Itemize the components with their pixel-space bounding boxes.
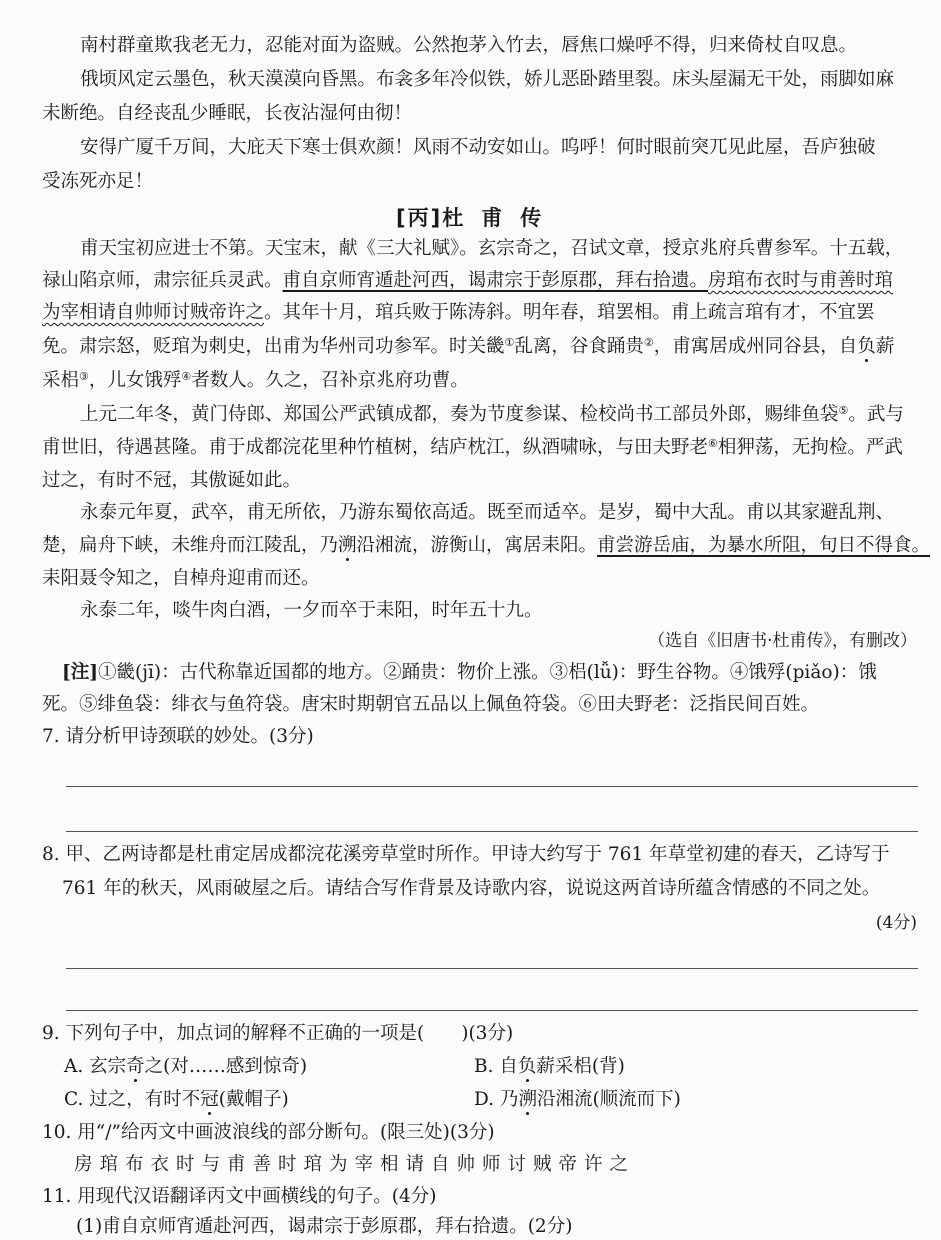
option-d[interactable] <box>474 1087 681 1113</box>
note-marker: ③ <box>79 370 89 383</box>
text-span: 。其年十月，琯兵败于陈涛斜。明年春，琯罢相。甫上疏言琯有才，不宜罢 <box>264 302 875 323</box>
text-span: ①畿(jī)：古代称靠近国都的地方。②踊贵：物价上涨。③梠(lǚ)：野生谷物。④饿殍(piǎo)：饿 <box>98 662 877 683</box>
dotted-word: 奇 <box>126 1056 145 1077</box>
passage-line: 耒阳聂令知之，自棹舟迎甫而还。 <box>42 568 320 589</box>
passage-line <box>42 268 893 294</box>
note-marker: ① <box>504 336 515 349</box>
section-label: [丙] <box>396 206 443 230</box>
passage-line <box>42 300 875 326</box>
poem-line: 俄顷风定云墨色，秋天漠漠向昏黑。布衾多年冷似铁，娇儿恶卧踏里裂。床头屋漏无干处，雨脚如麻 <box>80 69 895 90</box>
dotted-word: 负 <box>517 1056 537 1077</box>
text-span: 免。肃宗怒，贬琯为刺史，出甫为华州司功参军。时关畿 <box>42 336 505 357</box>
underlined-sentence: 甫自京师宵遁赴河西，谒肃宗于彭原郡，拜右拾遗。 <box>282 270 709 291</box>
poem-line: 安得广厦千万间，大庇天下寒士俱欢颜！风雨不动安如山。呜呼！何时眼前突兀见此屋，吾庐独破 <box>80 137 876 158</box>
text-span: C. 过之，有时不 <box>64 1089 201 1110</box>
passage-line <box>80 402 904 428</box>
section-name: 杜甫传 <box>442 206 560 230</box>
note-marker: ④ <box>181 370 192 383</box>
passage-line: 永泰二年，啖牛肉白酒，一夕而卒于耒阳，时年五十九。 <box>80 600 543 621</box>
answer-line[interactable] <box>66 1010 918 1011</box>
text-span: 楚，扁舟下峡，未维舟而江陵乱，乃 <box>42 535 339 556</box>
underlined-sentence: 甫尝游岳庙，为暴水所阻，旬日不得食。 <box>597 535 931 556</box>
poem-line: 未断绝。自经丧乱少睡眠，长夜沾湿何由彻！ <box>42 103 413 124</box>
question-8-cont: 761 年的秋天，风雨破屋之后。请结合写作背景及诗歌内容，说说这两首诗所蕴含情感的不同之处。 <box>62 878 881 899</box>
answer-line[interactable] <box>66 968 918 969</box>
passage-line <box>42 368 469 394</box>
dotted-word: 溯 <box>518 1089 537 1110</box>
source-citation: （选自《旧唐书·杜甫传》，有删改） <box>648 631 917 651</box>
note-line: 死。⑤绯鱼袋：绯衣与鱼符袋。唐宋时期朝官五品以上佩鱼符袋。⑥田夫野老：泛指民间百姓。 <box>42 694 820 715</box>
question-7: 7. 请分析甲诗颈联的妙处。(3分) <box>42 726 314 747</box>
text-span: 。武与 <box>848 404 904 425</box>
text-span: D. 乃 <box>474 1089 519 1110</box>
question-8: 8. 甲、乙两诗都是杜甫定居成都浣花溪旁草堂时所作。甲诗大约写于 761 年草堂初建的春天，乙诗写于 <box>42 844 890 865</box>
poem-line: 受冻死亦足！ <box>42 171 154 192</box>
text-span: 乱离，谷食踊贵 <box>514 336 644 357</box>
section-title <box>396 202 559 232</box>
dotted-word: 溯 <box>338 535 357 556</box>
passage-line <box>42 435 903 461</box>
passage-line: 甫天宝初应进士不第。天宝末，献《三大礼赋》。玄宗奇之，召试文章，授京兆府兵曹参军。十五载， <box>80 238 904 259</box>
note-marker: ⑥ <box>708 437 718 450</box>
passage-line: 过之，有时不冠，其傲诞如此。 <box>42 470 302 491</box>
text-span: 薪 <box>875 336 895 357</box>
wavy-underlined-text: 房琯布衣时与甫善时琯 <box>708 270 894 291</box>
question-8-score: (4分) <box>875 913 917 933</box>
poem-line: 南村群童欺我老无力，忍能对面为盗贼。公然抱茅入竹去，唇焦口燥呼不得，归来倚杖自叹息。 <box>80 35 858 56</box>
text-span: 之(对……感到惊奇) <box>144 1056 308 1077</box>
text-span: 甫世旧，待遇甚隆。甫于成都浣花里种竹植树，结庐枕江，纵酒啸咏，与田夫野老 <box>42 437 709 458</box>
option-a[interactable] <box>64 1054 307 1080</box>
text-span: 相狎荡，无拘检。严武 <box>717 437 903 458</box>
text-span: 采梠 <box>42 370 80 391</box>
answer-line[interactable] <box>66 786 918 787</box>
text-span: 上元二年冬，黄门侍郎、郑国公严武镇成都，奏为节度参谋、检校尚书工部员外郎，赐绯鱼袋 <box>80 404 839 425</box>
note-marker: ⑤ <box>838 404 849 417</box>
answer-line[interactable] <box>66 831 918 832</box>
dotted-word: 冠 <box>200 1089 219 1110</box>
text-span: 者数人。久之，召补京兆府功曹。 <box>191 370 469 391</box>
note-line <box>62 660 877 686</box>
passage-line <box>42 334 894 360</box>
wavy-underlined-text: 为宰相请自帅师讨贼帝许之 <box>42 302 265 323</box>
question-11: 11. 用现代汉语翻译丙文中画横线的句子。(4分) <box>42 1186 437 1207</box>
note-marker: ② <box>643 336 654 349</box>
passage-line <box>42 533 930 559</box>
text-span: (戴帽子) <box>218 1089 289 1110</box>
question-11-item-1: (1)甫自京师宵遁赴河西，谒肃宗于彭原郡，拜右拾遗。(2分) <box>76 1216 573 1237</box>
option-c[interactable] <box>64 1087 289 1113</box>
question-9: 9. 下列句子中，加点词的解释不正确的一项是( )(3分) <box>42 1023 514 1044</box>
text-span: 沿湘流(顺流而下) <box>536 1089 681 1110</box>
text-span: ，甫寓居成州同谷县，自 <box>653 336 858 357</box>
question-10: 10. 用“/”给丙文中画波浪线的部分断句。(限三处)(3分) <box>42 1122 495 1143</box>
option-b[interactable] <box>474 1054 625 1080</box>
text-span: 薪采梠(背) <box>536 1056 625 1077</box>
dotted-word: 负 <box>857 336 876 357</box>
text-span: ，儿女饿殍 <box>88 370 182 391</box>
text-span: B. 自 <box>474 1056 518 1077</box>
note-label: [注] <box>62 662 99 683</box>
question-10-text: 房琯布衣时与甫善时琯为宰相请自帅师讨贼帝许之 <box>74 1154 636 1175</box>
passage-line: 永泰元年夏，武卒，甫无所依，乃游东蜀依高适。既至而适卒。是岁，蜀中大乱。甫以其家避乱荆、 <box>80 502 895 523</box>
text-span: A. 玄宗 <box>64 1056 127 1077</box>
text-span: 禄山陷京师，肃宗征兵灵武。 <box>42 270 283 291</box>
text-span: 沿湘流，游衡山，寓居耒阳。 <box>356 535 598 556</box>
